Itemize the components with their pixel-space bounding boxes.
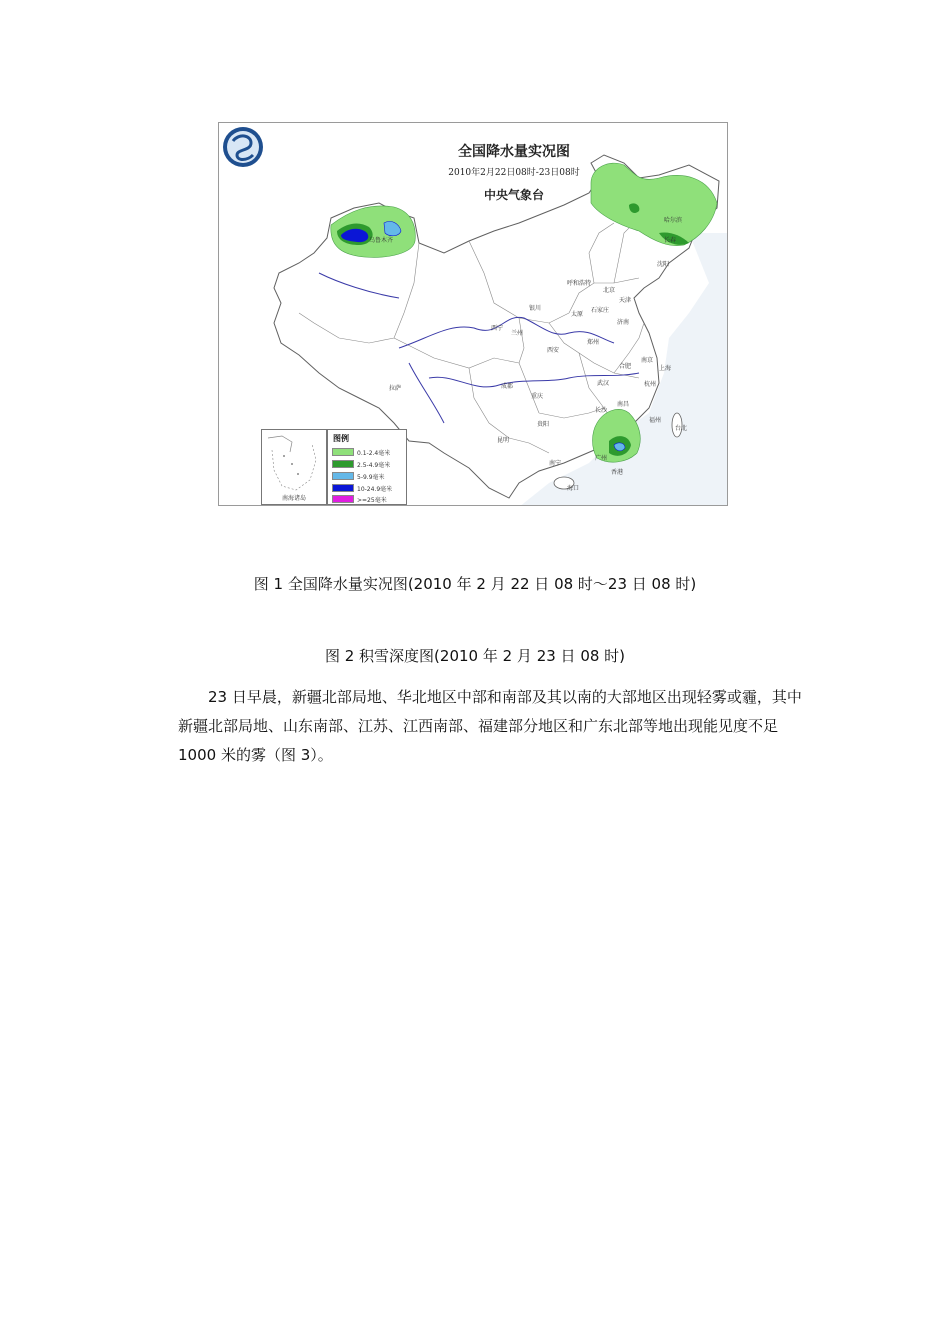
- legend-label: 2.5-4.9毫米: [357, 461, 391, 469]
- city-label: 香港: [611, 469, 624, 476]
- legend-label: 10-24.9毫米: [357, 485, 393, 493]
- map-issuer: 中央气象台: [483, 188, 544, 202]
- south-china-sea-inset: [261, 429, 327, 505]
- city-label: 银川: [529, 305, 542, 312]
- legend-row: [332, 459, 390, 469]
- legend-title: 图例: [333, 434, 349, 443]
- city-label: 长春: [664, 237, 677, 244]
- paragraph-text: 23 日早晨，新疆北部局地、华北地区中部和南部及其以南的大部地区出现轻雾或霾，其中新疆北部局地、山东南部、江苏、江西南部、福建部分地区和广东北部等地出现能见度不足 1000 米的雾（图 3）。: [178, 688, 802, 764]
- city-label: 济南: [617, 319, 630, 326]
- city-label: 海口: [567, 485, 580, 492]
- body-paragraph: [178, 683, 808, 770]
- inset-caption: 南海诸岛: [281, 495, 306, 502]
- legend-label: 5-9.9毫米: [357, 473, 385, 481]
- city-label: 重庆: [531, 393, 544, 400]
- city-label: 呼和浩特: [567, 280, 592, 287]
- city-label: 福州: [649, 417, 662, 424]
- legend-label: >=25毫米: [357, 496, 387, 504]
- city-label: 成都: [501, 383, 514, 390]
- city-label: 拉萨: [389, 385, 402, 392]
- city-label: 太原: [571, 311, 584, 318]
- city-label: 南昌: [617, 401, 630, 408]
- cma-logo: [223, 127, 263, 167]
- legend-row: [332, 447, 390, 457]
- city-label: 沈阳: [657, 261, 670, 268]
- legend-swatch: [332, 495, 354, 503]
- legend-swatch: [332, 484, 354, 492]
- city-label: 昆明: [497, 437, 510, 444]
- legend-row: [332, 494, 387, 504]
- city-label: 西安: [547, 347, 560, 354]
- figure-2-caption: 图 2 积雪深度图(2010 年 2 月 23 日 08 时): [324, 647, 626, 665]
- city-label: 贵阳: [537, 421, 550, 428]
- city-label: 西宁: [491, 325, 504, 332]
- city-label: 哈尔滨: [664, 217, 683, 224]
- city-label: 石家庄: [591, 307, 610, 314]
- legend-swatch: [332, 460, 354, 468]
- city-label: 天津: [619, 297, 632, 304]
- legend-row: [332, 483, 392, 493]
- city-label: 长沙: [595, 407, 608, 414]
- map-title: 全国降水量实况图: [458, 144, 570, 160]
- figure-1-caption: 图 1 全国降水量实况图(2010 年 2 月 22 日 08 时～23 日 08 时): [253, 575, 697, 593]
- city-label: 合肥: [619, 363, 632, 370]
- city-label: 兰州: [511, 330, 524, 337]
- map-subtitle: 2010年2月22日08时-23日08时: [448, 168, 580, 178]
- city-label: 台北: [675, 425, 688, 432]
- city-label: 杭州: [644, 381, 657, 388]
- city-label: 北京: [603, 287, 616, 294]
- city-label: 乌鲁木齐: [369, 237, 394, 244]
- city-label: 武汉: [597, 380, 610, 387]
- city-label: 广州: [595, 455, 608, 462]
- city-label: 郑州: [587, 339, 600, 346]
- legend-swatch: [332, 448, 354, 456]
- city-label: 南京: [641, 357, 654, 364]
- map-legend: [327, 429, 407, 505]
- legend-row: [332, 471, 385, 481]
- city-label: 南宁: [549, 460, 562, 467]
- legend-swatch: [332, 472, 354, 480]
- legend-label: 0.1-2.4毫米: [357, 449, 391, 457]
- city-label: 上海: [659, 365, 672, 372]
- precipitation-map-figure: [218, 122, 728, 506]
